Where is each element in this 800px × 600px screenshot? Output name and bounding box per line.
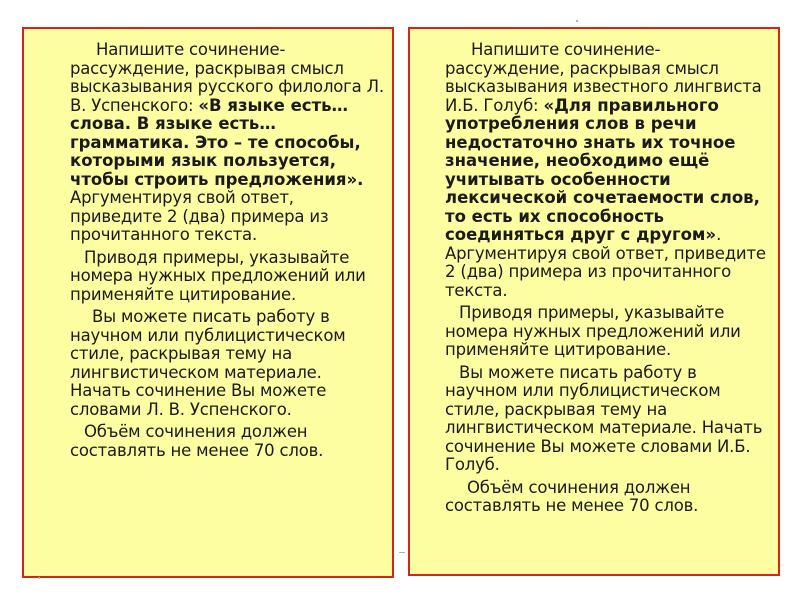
- right-task-outro: . Аргументируя свой ответ, приведите 2 (два) примера из прочитанного текста.: [445, 225, 766, 300]
- right-length-note: Объём сочинения должен составлять не менее 70 слов.: [445, 477, 699, 515]
- left-style-note: Вы можете писать работу в научном или публицистическом стиле, раскрывая тему на лингвистическом материале. Начать сочинение Вы можете словами Л. В. Успенского.: [70, 307, 346, 419]
- left-length-note: Объём сочинения должен составлять не менее 70 слов.: [70, 422, 324, 460]
- left-examples-note: Приводя примеры, указывайте номера нужных предложений или применяйте цитирование.: [70, 247, 366, 304]
- decorative-dot: [576, 20, 578, 22]
- left-task-outro: Аргументируя свой ответ, приведите 2 (два) примера из прочитанного текста.: [70, 188, 329, 244]
- left-task-intro: Напишите сочинение-рассуждение, раскрывая смысл высказывания русского филолога Л. В. Успенского:: [70, 40, 384, 115]
- right-task-intro: Напишите сочинение-рассуждение, раскрывая смысл высказывания известного лингвиста И.Б. Голуб:: [445, 40, 762, 115]
- right-task-card: [408, 27, 780, 576]
- decorative-dot: [38, 577, 40, 579]
- right-style-note: Вы можете писать работу в научном или публицистическом стиле, раскрывая тему на лингвистическом материале. Начать сочинение Вы можете словами И.Б. Голуб.: [445, 362, 763, 474]
- left-task-paragraph: [70, 41, 384, 245]
- left-quote: «В языке есть… слова. В языке есть… грамматика. Это – те способы, которыми язык пользуется, чтобы строить предложения».: [70, 95, 364, 189]
- left-task-card: [22, 27, 394, 578]
- right-task-paragraph: [445, 41, 770, 300]
- right-quote: «Для правильного употребления слов в речи недостаточно знать их точное значение, необходимо ещё учитывать особенности лексической сочетаемости слов, то есть их способность соединяться друг с другом»: [445, 95, 760, 244]
- right-examples-note: Приводя примеры, указывайте номера нужных предложений или применяйте цитирование.: [445, 303, 741, 359]
- decorative-dash: [399, 552, 405, 553]
